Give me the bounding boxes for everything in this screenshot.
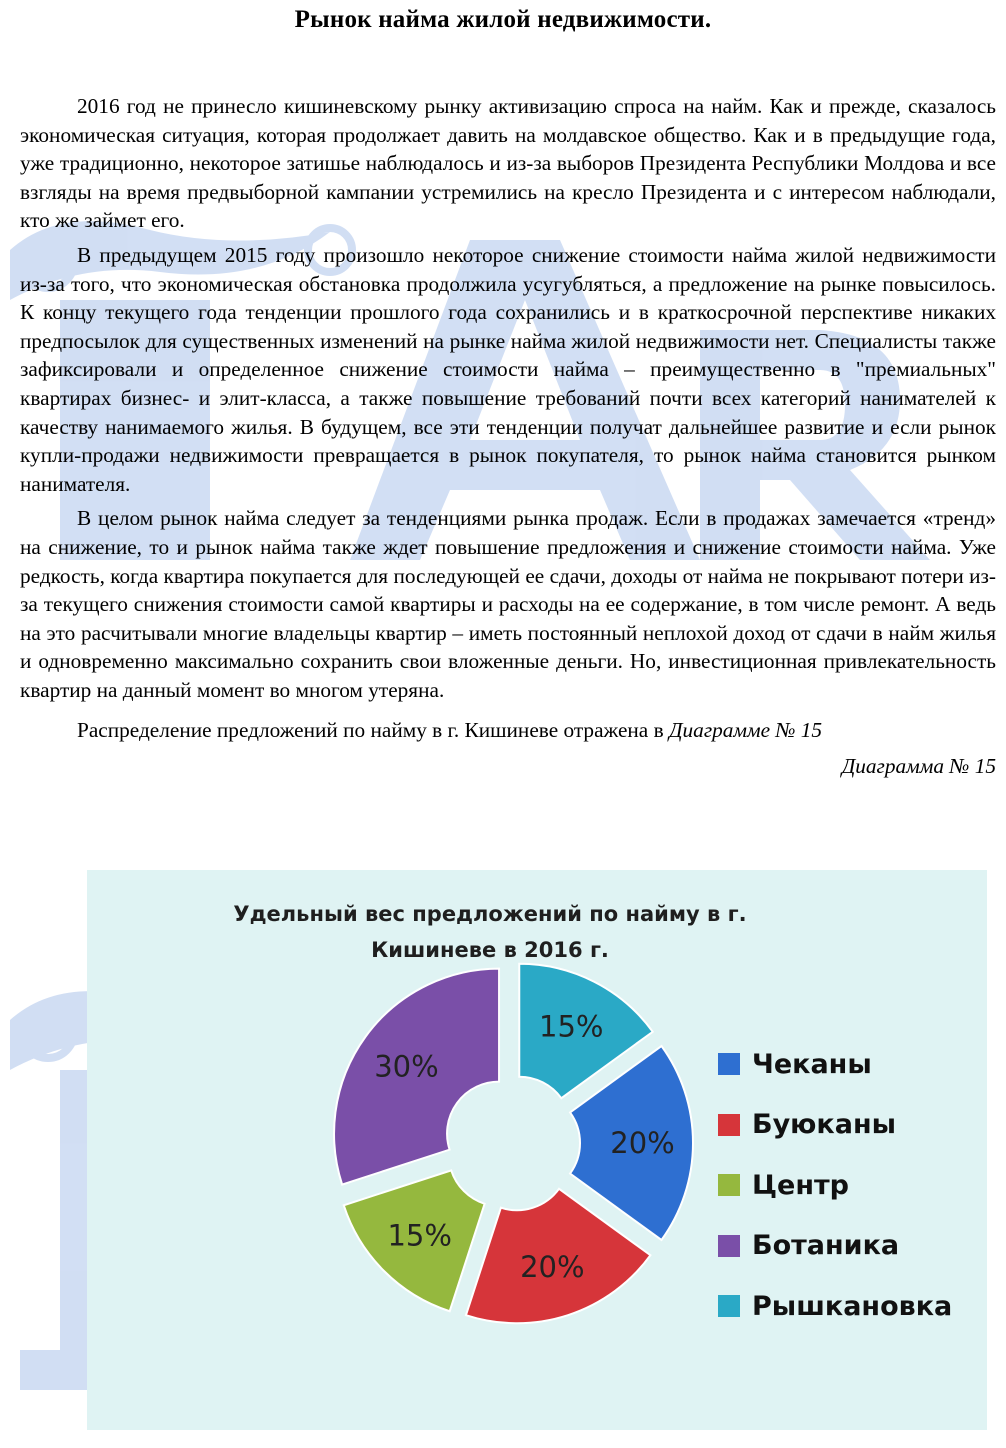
diagram-reference <box>20 716 996 744</box>
pie-label-ryshkanovka: 15% <box>539 1009 604 1044</box>
legend-swatch-chekany <box>718 1053 740 1075</box>
document-body <box>20 92 996 780</box>
pie-label-buyukany: 20% <box>520 1250 585 1285</box>
pie-label-center: 15% <box>387 1218 452 1253</box>
legend-swatch-botanika <box>718 1235 740 1257</box>
legend-swatch-buyukany <box>718 1114 740 1136</box>
document-title: Рынок найма жилой недвижимости. <box>294 6 712 33</box>
legend-label-chekany: Чеканы <box>752 1048 872 1080</box>
legend-item-chekany <box>718 1034 952 1095</box>
legend-item-buyukany <box>718 1095 952 1156</box>
legend-label-ryshkanovka: Рышкановка <box>752 1290 953 1322</box>
pie-label-chekany: 20% <box>610 1126 675 1160</box>
legend-label-botanika: Ботаника <box>752 1230 900 1262</box>
paragraph-2: В предыдущем 2015 году произошло некоторое снижение стоимости найма жилой недвижимости из-за того, что экономическая обстановка продолжила усугубляться, а предложение на рынке повысилось. К концу текущего года тенденции прошлого года сохранились и в краткосрочной перспективе никаких предпосылок для существенных изменений на рынке найма жилой недвижимости нет. Специалисты также зафиксировали и определенное снижение стоимости найма – преимущественно в "премиальных" квартирах бизнес- и элит-класса, а также повышение требований почти всех категорий нанимателей к качеству нанимаемого жилья. В будущем, все эти тенденции получат дальнейшее развитие и если рынок купли-продажи недвижимости превращается в рынок покупателя, то рынок найма становится рынком нанимателя. <box>20 242 996 496</box>
paragraph-1: 2016 год не принесло кишиневскому рынку активизацию спроса на найм. Как и прежде, сказалось экономическая ситуация, которая продолжает давить на молдавское общество. Как и в предыдущие года, уже традиционно, некоторое затишье наблюдалось и из-за выборов Президента Республики Молдова и все взгляды на время предвыборной кампании устремились на кресло Президента и с интересом наблюдали, кто же займет его. <box>20 94 996 233</box>
chart-title: Удельный вес предложений по найму в г. Кишиневе в 2016 г. <box>233 902 747 962</box>
legend-label-center: Центр <box>752 1169 849 1201</box>
reference-text: Распределение предложений по найму в г. Кишиневе отражена в <box>77 718 669 743</box>
pie-label-botanika: 30% <box>374 1049 439 1084</box>
paragraph-3: В целом рынок найма следует за тенденциями рынка продаж. Если в продажах замечается «тренд» на снижение, то и рынок найма также ждет повышение предложения и снижение стоимости найма. Уже редкость, когда квартира покупается для последующей ее сдачи, доходы от найма не покрывают потери из-за текущего снижения стоимости самой квартиры и расходы на ее содержание, в том числе ремонт. А ведь на это расчитывали многие владельцы квартир – иметь постоянный неплохой доход от сдачи в найм жилья и одновременно максимально сохранить свои вложенные деньги. Но, инвестиционная привлекательность квартир на данный момент во многом утеряна. <box>20 506 996 702</box>
legend-label-buyukany: Буюканы <box>752 1109 897 1141</box>
legend-swatch-center <box>718 1174 740 1196</box>
legend-item-botanika <box>718 1216 952 1277</box>
legend-item-center <box>718 1155 952 1216</box>
legend-item-ryshkanovka <box>718 1276 952 1337</box>
diagram-caption: Диаграмма № 15 <box>841 754 996 779</box>
legend-swatch-ryshkanovka <box>718 1295 740 1317</box>
chart-legend <box>718 1034 952 1337</box>
reference-link: Диаграмме № 15 <box>668 718 823 743</box>
